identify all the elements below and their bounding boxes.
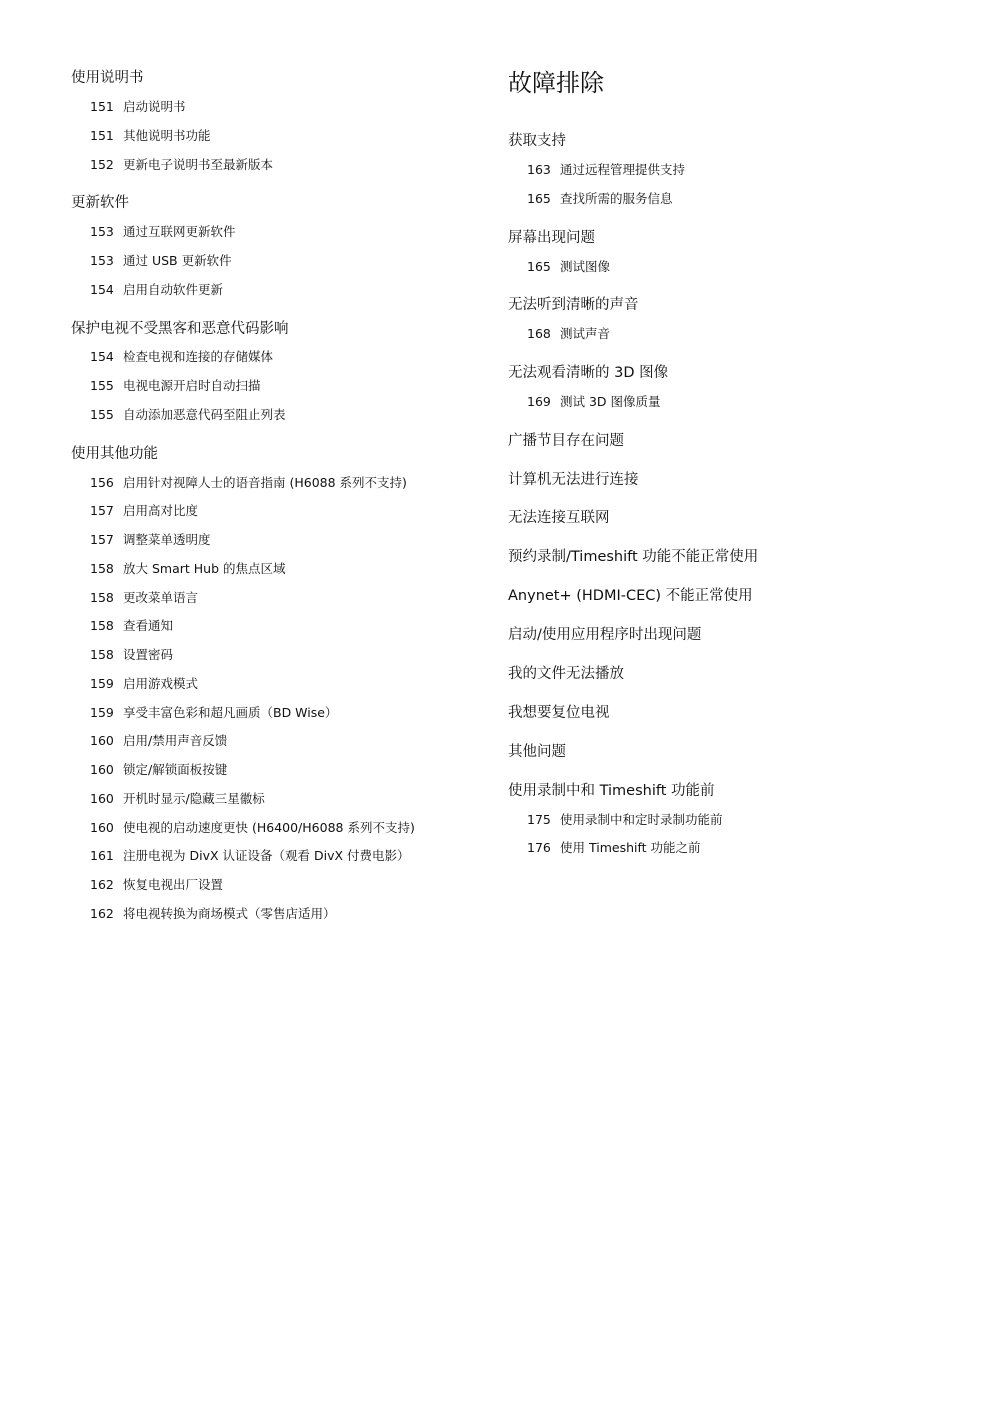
toc-entry[interactable] bbox=[90, 904, 336, 924]
page-number: 153 bbox=[90, 224, 114, 239]
toc-heading-right-0[interactable]: 获取支持 bbox=[508, 133, 566, 149]
page-number: 154 bbox=[90, 349, 114, 364]
troubleshooting-title: 故障排除 bbox=[508, 69, 604, 97]
page-number: 151 bbox=[90, 99, 114, 114]
toc-entry[interactable] bbox=[527, 810, 723, 830]
toc-entry[interactable] bbox=[90, 376, 261, 396]
toc-entry[interactable] bbox=[90, 875, 223, 895]
toc-entry[interactable] bbox=[90, 645, 173, 665]
toc-entry[interactable] bbox=[90, 347, 273, 367]
entry-title: 测试图像 bbox=[560, 259, 611, 274]
toc-entry[interactable] bbox=[527, 392, 661, 412]
page-number: 175 bbox=[527, 812, 551, 827]
entry-title: 锁定/解锁面板按键 bbox=[123, 762, 228, 777]
toc-heading-right-3[interactable]: 无法观看清晰的 3D 图像 bbox=[508, 365, 669, 381]
entry-title: 电视电源开启时自动扫描 bbox=[123, 378, 261, 393]
page-number: 151 bbox=[90, 128, 114, 143]
page-number: 159 bbox=[90, 676, 114, 691]
toc-entry[interactable] bbox=[527, 160, 685, 180]
toc-heading-right-2[interactable]: 无法听到清晰的声音 bbox=[508, 297, 639, 313]
page-number: 169 bbox=[527, 394, 551, 409]
toc-entry[interactable] bbox=[90, 846, 410, 866]
page-number: 159 bbox=[90, 705, 114, 720]
entry-title: 查看通知 bbox=[123, 618, 174, 633]
page-number: 156 bbox=[90, 475, 114, 490]
toc-entry[interactable] bbox=[90, 280, 223, 300]
entry-title: 启用游戏模式 bbox=[123, 676, 199, 691]
toc-entry[interactable] bbox=[90, 703, 337, 723]
page-number: 162 bbox=[90, 906, 114, 921]
entry-title: 通过远程管理提供支持 bbox=[560, 162, 686, 177]
page-number: 154 bbox=[90, 282, 114, 297]
entry-title: 调整菜单透明度 bbox=[123, 532, 211, 547]
page-number: 155 bbox=[90, 378, 114, 393]
entry-title: 通过互联网更新软件 bbox=[123, 224, 236, 239]
page-number: 161 bbox=[90, 848, 114, 863]
entry-title: 恢复电视出厂设置 bbox=[123, 877, 224, 892]
page-number: 165 bbox=[527, 259, 551, 274]
entry-title: 更新电子说明书至最新版本 bbox=[123, 157, 274, 172]
page-number: 158 bbox=[90, 618, 114, 633]
toc-entry[interactable] bbox=[90, 559, 286, 579]
toc-heading-right-9[interactable]: 启动/使用应用程序时出现问题 bbox=[508, 627, 702, 643]
toc-entry[interactable] bbox=[90, 97, 186, 117]
toc-heading-right-8[interactable]: Anynet+ (HDMI-CEC) 不能正常使用 bbox=[508, 588, 753, 604]
toc-heading-left-0[interactable]: 使用说明书 bbox=[71, 70, 144, 86]
toc-entry[interactable] bbox=[527, 257, 610, 277]
toc-entry[interactable] bbox=[90, 760, 227, 780]
toc-heading-right-1[interactable]: 屏幕出现问题 bbox=[508, 230, 595, 246]
toc-heading-right-4[interactable]: 广播节目存在问题 bbox=[508, 433, 624, 449]
toc-entry[interactable] bbox=[90, 818, 415, 838]
toc-entry[interactable] bbox=[527, 324, 610, 344]
toc-entry[interactable] bbox=[90, 155, 273, 175]
toc-entry[interactable] bbox=[90, 473, 407, 493]
entry-title: 启动说明书 bbox=[123, 99, 186, 114]
entry-title: 享受丰富色彩和超凡画质（BD Wise） bbox=[123, 705, 338, 720]
toc-heading-right-13[interactable]: 使用录制中和 Timeshift 功能前 bbox=[508, 783, 715, 799]
toc-entry[interactable] bbox=[90, 789, 265, 809]
toc-heading-right-12[interactable]: 其他问题 bbox=[508, 744, 566, 760]
toc-heading-right-11[interactable]: 我想要复位电视 bbox=[508, 705, 610, 721]
page-number: 176 bbox=[527, 840, 551, 855]
toc-entry[interactable] bbox=[90, 405, 286, 425]
toc-entry[interactable] bbox=[90, 126, 211, 146]
entry-title: 启用针对视障人士的语音指南 (H6088 系列不支持) bbox=[123, 475, 407, 490]
toc-entry[interactable] bbox=[527, 838, 701, 858]
toc-entry[interactable] bbox=[90, 530, 211, 550]
entry-title: 其他说明书功能 bbox=[123, 128, 211, 143]
page-number: 165 bbox=[527, 191, 551, 206]
entry-title: 使用 Timeshift 功能之前 bbox=[560, 840, 701, 855]
page-number: 158 bbox=[90, 647, 114, 662]
entry-title: 自动添加恶意代码至阻止列表 bbox=[123, 407, 286, 422]
toc-heading-right-6[interactable]: 无法连接互联网 bbox=[508, 510, 610, 526]
entry-title: 启用高对比度 bbox=[123, 503, 199, 518]
toc-heading-left-3[interactable]: 使用其他功能 bbox=[71, 446, 158, 462]
toc-heading-left-2[interactable]: 保护电视不受黑客和恶意代码影响 bbox=[71, 321, 289, 337]
entry-title: 放大 Smart Hub 的焦点区域 bbox=[123, 561, 286, 576]
page-number: 168 bbox=[527, 326, 551, 341]
entry-title: 通过 USB 更新软件 bbox=[123, 253, 232, 268]
toc-entry[interactable] bbox=[90, 501, 198, 521]
page-number: 157 bbox=[90, 532, 114, 547]
page-number: 157 bbox=[90, 503, 114, 518]
page-number: 160 bbox=[90, 733, 114, 748]
toc-entry[interactable] bbox=[90, 222, 236, 242]
toc-entry[interactable] bbox=[527, 189, 673, 209]
page-number: 158 bbox=[90, 590, 114, 605]
toc-entry[interactable] bbox=[90, 616, 173, 636]
page-number: 158 bbox=[90, 561, 114, 576]
entry-title: 设置密码 bbox=[123, 647, 174, 662]
page-number: 163 bbox=[527, 162, 551, 177]
entry-title: 启用/禁用声音反馈 bbox=[123, 733, 228, 748]
entry-title: 测试 3D 图像质量 bbox=[560, 394, 661, 409]
page-number: 160 bbox=[90, 762, 114, 777]
entry-title: 使用录制中和定时录制功能前 bbox=[560, 812, 723, 827]
entry-title: 开机时显示/隐藏三星徽标 bbox=[123, 791, 265, 806]
toc-entry[interactable] bbox=[90, 731, 227, 751]
toc-entry[interactable] bbox=[90, 674, 198, 694]
page-number: 162 bbox=[90, 877, 114, 892]
entry-title: 检查电视和连接的存储媒体 bbox=[123, 349, 274, 364]
page-number: 160 bbox=[90, 820, 114, 835]
page-number: 160 bbox=[90, 791, 114, 806]
toc-entry[interactable] bbox=[90, 588, 198, 608]
page-number: 152 bbox=[90, 157, 114, 172]
entry-title: 查找所需的服务信息 bbox=[560, 191, 673, 206]
entry-title: 将电视转换为商场模式（零售店适用） bbox=[123, 906, 336, 921]
toc-heading-right-7[interactable]: 预约录制/Timeshift 功能不能正常使用 bbox=[508, 549, 759, 565]
toc-heading-right-10[interactable]: 我的文件无法播放 bbox=[508, 666, 624, 682]
entry-title: 启用自动软件更新 bbox=[123, 282, 224, 297]
entry-title: 注册电视为 DivX 认证设备（观看 DivX 付费电影） bbox=[123, 848, 410, 863]
entry-title: 更改菜单语言 bbox=[123, 590, 199, 605]
page-number: 153 bbox=[90, 253, 114, 268]
toc-heading-right-5[interactable]: 计算机无法进行连接 bbox=[508, 472, 639, 488]
entry-title: 测试声音 bbox=[560, 326, 611, 341]
entry-title: 使电视的启动速度更快 (H6400/H6088 系列不支持) bbox=[123, 820, 415, 835]
page-number: 155 bbox=[90, 407, 114, 422]
toc-heading-left-1[interactable]: 更新软件 bbox=[71, 195, 129, 211]
toc-entry[interactable] bbox=[90, 251, 232, 271]
